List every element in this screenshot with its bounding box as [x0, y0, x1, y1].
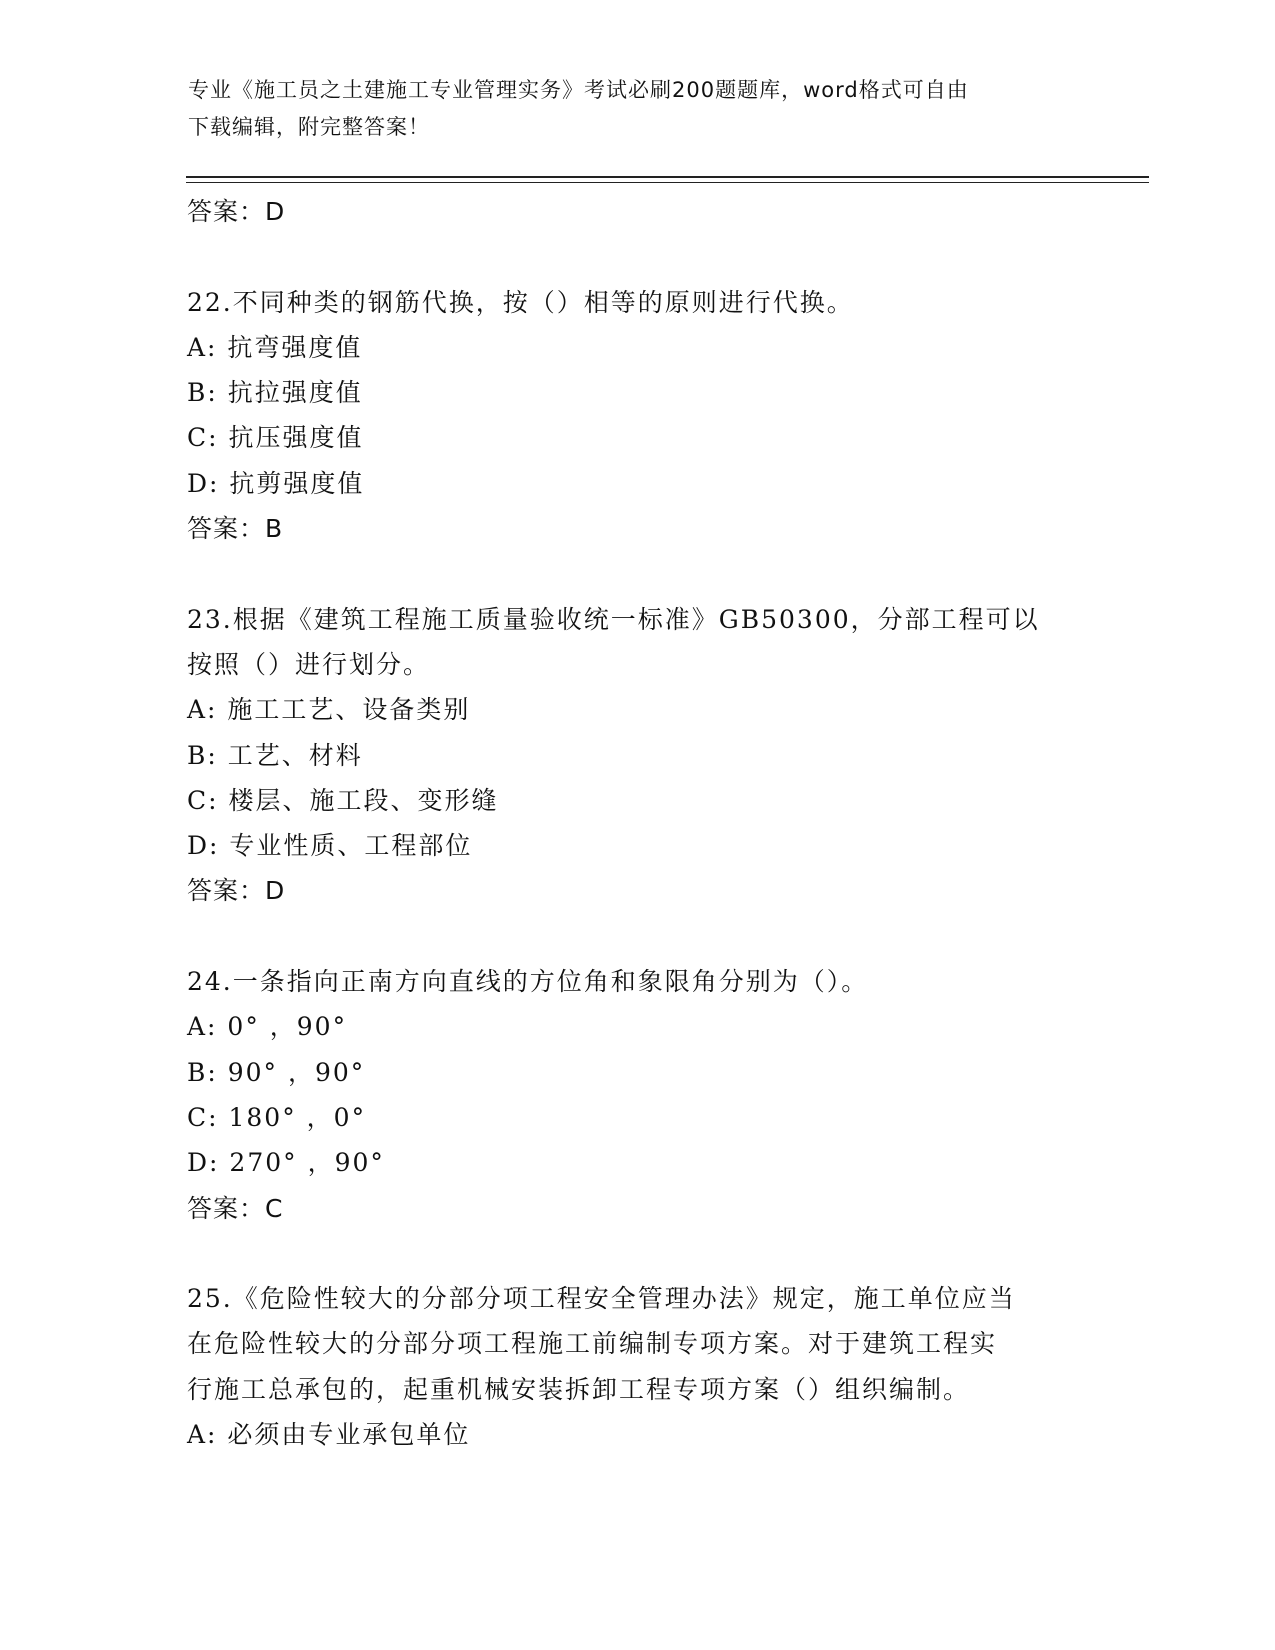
question-text: 25.《危险性较大的分部分项工程安全管理办法》规定，施工单位应当	[187, 1284, 1016, 1314]
option-a: A: 抗弯强度值	[187, 332, 363, 362]
question-25	[187, 1276, 1137, 1457]
question-24	[187, 959, 1137, 1231]
question-text: 在危险性较大的分部分项工程施工前编制专项方案。对于建筑工程实	[187, 1329, 998, 1359]
question-text: 23.根据《建筑工程施工质量验收统一标准》GB50300，分部工程可以	[187, 604, 1040, 634]
question-22	[187, 280, 1137, 552]
spacer	[187, 1231, 1137, 1276]
answer-line: 答案：D	[187, 876, 286, 906]
option-b: B: 工艺、材料	[187, 740, 363, 770]
spacer	[187, 914, 1137, 959]
question-text: 22.不同种类的钢筋代换，按（）相等的原则进行代换。	[187, 287, 854, 317]
option-a: A: 施工工艺、设备类别	[187, 695, 471, 725]
option-d: D: 270° ，90°	[187, 1148, 385, 1178]
document-header	[188, 72, 1088, 146]
document-body	[187, 189, 1137, 1457]
question-text: 行施工总承包的，起重机械安装拆卸工程专项方案（）组织编制。	[187, 1374, 971, 1404]
question-text: 24.一条指向正南方向直线的方位角和象限角分别为（）。	[187, 967, 869, 997]
spacer	[187, 234, 1137, 279]
header-divider-thin	[186, 182, 1149, 183]
option-b: B: 90° ，90°	[187, 1057, 366, 1087]
option-a: A: 0° ，90°	[187, 1012, 348, 1042]
answer-line: 答案：D	[187, 197, 286, 226]
header-line-1: 专业《施工员之土建施工专业管理实务》考试必刷200题题库，word格式可自由	[188, 78, 969, 102]
option-b: B: 抗拉强度值	[187, 378, 363, 408]
answer-line: 答案：C	[187, 1193, 284, 1223]
option-d: D: 专业性质、工程部位	[187, 831, 473, 861]
question-23	[187, 597, 1137, 914]
header-divider-thick	[186, 176, 1149, 178]
question-text: 按照（）进行划分。	[187, 649, 431, 679]
header-line-2: 下载编辑，附完整答案！	[188, 115, 430, 139]
option-c: C: 抗压强度值	[187, 423, 364, 453]
option-d: D: 抗剪强度值	[187, 468, 365, 498]
option-c: C: 180° ，0°	[187, 1102, 367, 1132]
option-c: C: 楼层、施工段、变形缝	[187, 785, 499, 815]
spacer	[187, 551, 1137, 596]
answer-line: 答案：B	[187, 514, 284, 544]
option-a: A: 必须由专业承包单位	[187, 1420, 471, 1450]
